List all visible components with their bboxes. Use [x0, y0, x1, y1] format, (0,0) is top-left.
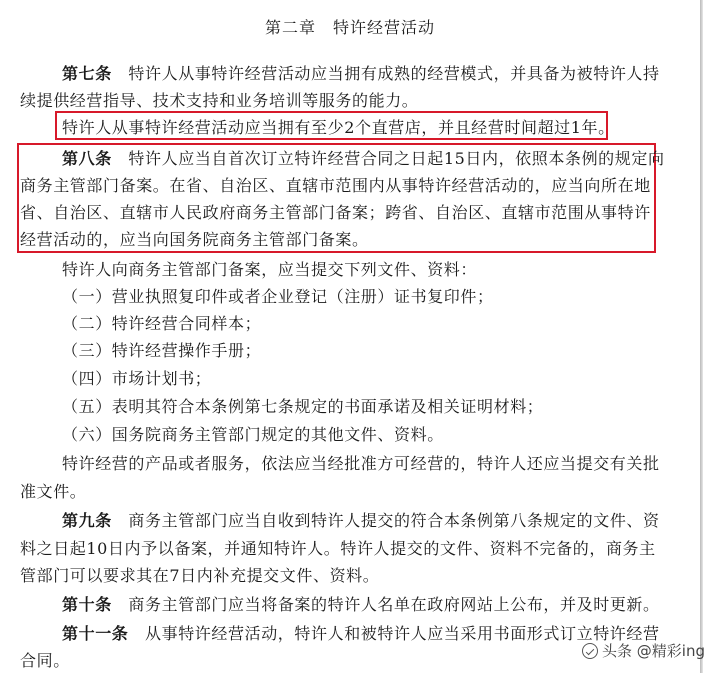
article-label: 第十条 [62, 595, 112, 614]
line-text: 特许人从事特许经营活动应当拥有至少2个直营店，并且经营时间超过1年。 [62, 118, 615, 137]
text-line [62, 508, 660, 531]
line-text: （五）表明其符合本条例第七条规定的书面承诺及相关证明材料； [62, 397, 544, 416]
line-text: 商务主管部门应当自收到特许人提交的符合本条例第八条规定的文件、资 [111, 511, 660, 530]
page-edge-shadow [700, 0, 703, 673]
text-line [20, 479, 86, 502]
line-text: 准文件。 [20, 482, 87, 501]
line-text: 省、自治区、直辖市人民政府商务主管部门备案；跨省、自治区、直辖市范围从事特许 [20, 203, 651, 222]
chapter-title: 第二章 特许经营活动 [264, 18, 435, 37]
line-text: 管部门可以要求其在7日内补充提交文件、资料。 [20, 566, 380, 585]
line-text: 商务主管部门备案。在省、自治区、直辖市范围内从事特许经营活动的，应当向所在地 [20, 176, 651, 195]
text-line [20, 173, 651, 196]
line-text: （三）特许经营操作手册； [62, 341, 262, 360]
text-line [62, 422, 444, 445]
text-line [62, 621, 660, 644]
article-label: 第八条 [62, 149, 112, 168]
text-line [62, 394, 543, 417]
text-line [20, 536, 656, 559]
watermark-text: 头条 @精彩ing [602, 642, 705, 660]
checkmark-circle-icon [582, 643, 598, 659]
text-line [62, 61, 660, 84]
line-text: （二）特许经营合同样本； [62, 314, 262, 333]
line-text: 从事特许经营活动，特许人和被特许人应当采用书面形式订立特许经营 [128, 624, 660, 643]
text-line [62, 592, 660, 615]
line-text: 料之日起10日内予以备案，并通知特许人。特许人提交的文件、资料不完备的，商务主 [20, 539, 656, 558]
text-line [20, 88, 418, 111]
line-text: 商务主管部门应当将备案的特许人名单在政府网站上公布，并及时更新。 [111, 595, 660, 614]
line-text: 合同。 [20, 651, 70, 670]
article-label: 第十一条 [62, 624, 129, 643]
line-text: 特许人从事特许经营活动应当拥有成熟的经营模式，并具备为被特许人持 [111, 64, 660, 83]
text-line [20, 227, 369, 250]
article-label: 第七条 [62, 64, 112, 83]
text-line [62, 146, 665, 169]
text-line [62, 366, 211, 389]
text-line [62, 284, 494, 307]
article-label: 第九条 [62, 511, 112, 530]
watermark [582, 640, 705, 661]
line-text: （一）营业执照复印件或者企业登记（注册）证书复印件； [62, 287, 494, 306]
text-line [20, 563, 379, 586]
line-text: （四）市场计划书； [62, 369, 212, 388]
text-line [62, 338, 261, 361]
text-line [62, 451, 660, 474]
line-text: （六）国务院商务主管部门规定的其他文件、资料。 [62, 425, 444, 444]
text-line [62, 311, 261, 334]
line-text: 特许经营的产品或者服务，依法应当经批准方可经营的，特许人还应当提交有关批 [62, 454, 660, 473]
line-text: 特许人向商务主管部门备案，应当提交下列文件、资料： [62, 260, 478, 279]
line-text: 续提供经营指导、技术支持和业务培训等服务的能力。 [20, 91, 419, 110]
text-line [62, 257, 477, 280]
line-text: 经营活动的，应当向国务院商务主管部门备案。 [20, 230, 369, 249]
text-line [62, 115, 615, 138]
text-line [20, 200, 651, 223]
line-text: 特许人应当自首次订立特许经营合同之日起15日内，依照本条例的规定向 [111, 149, 665, 168]
text-line [20, 648, 70, 671]
page-edge [700, 0, 719, 673]
